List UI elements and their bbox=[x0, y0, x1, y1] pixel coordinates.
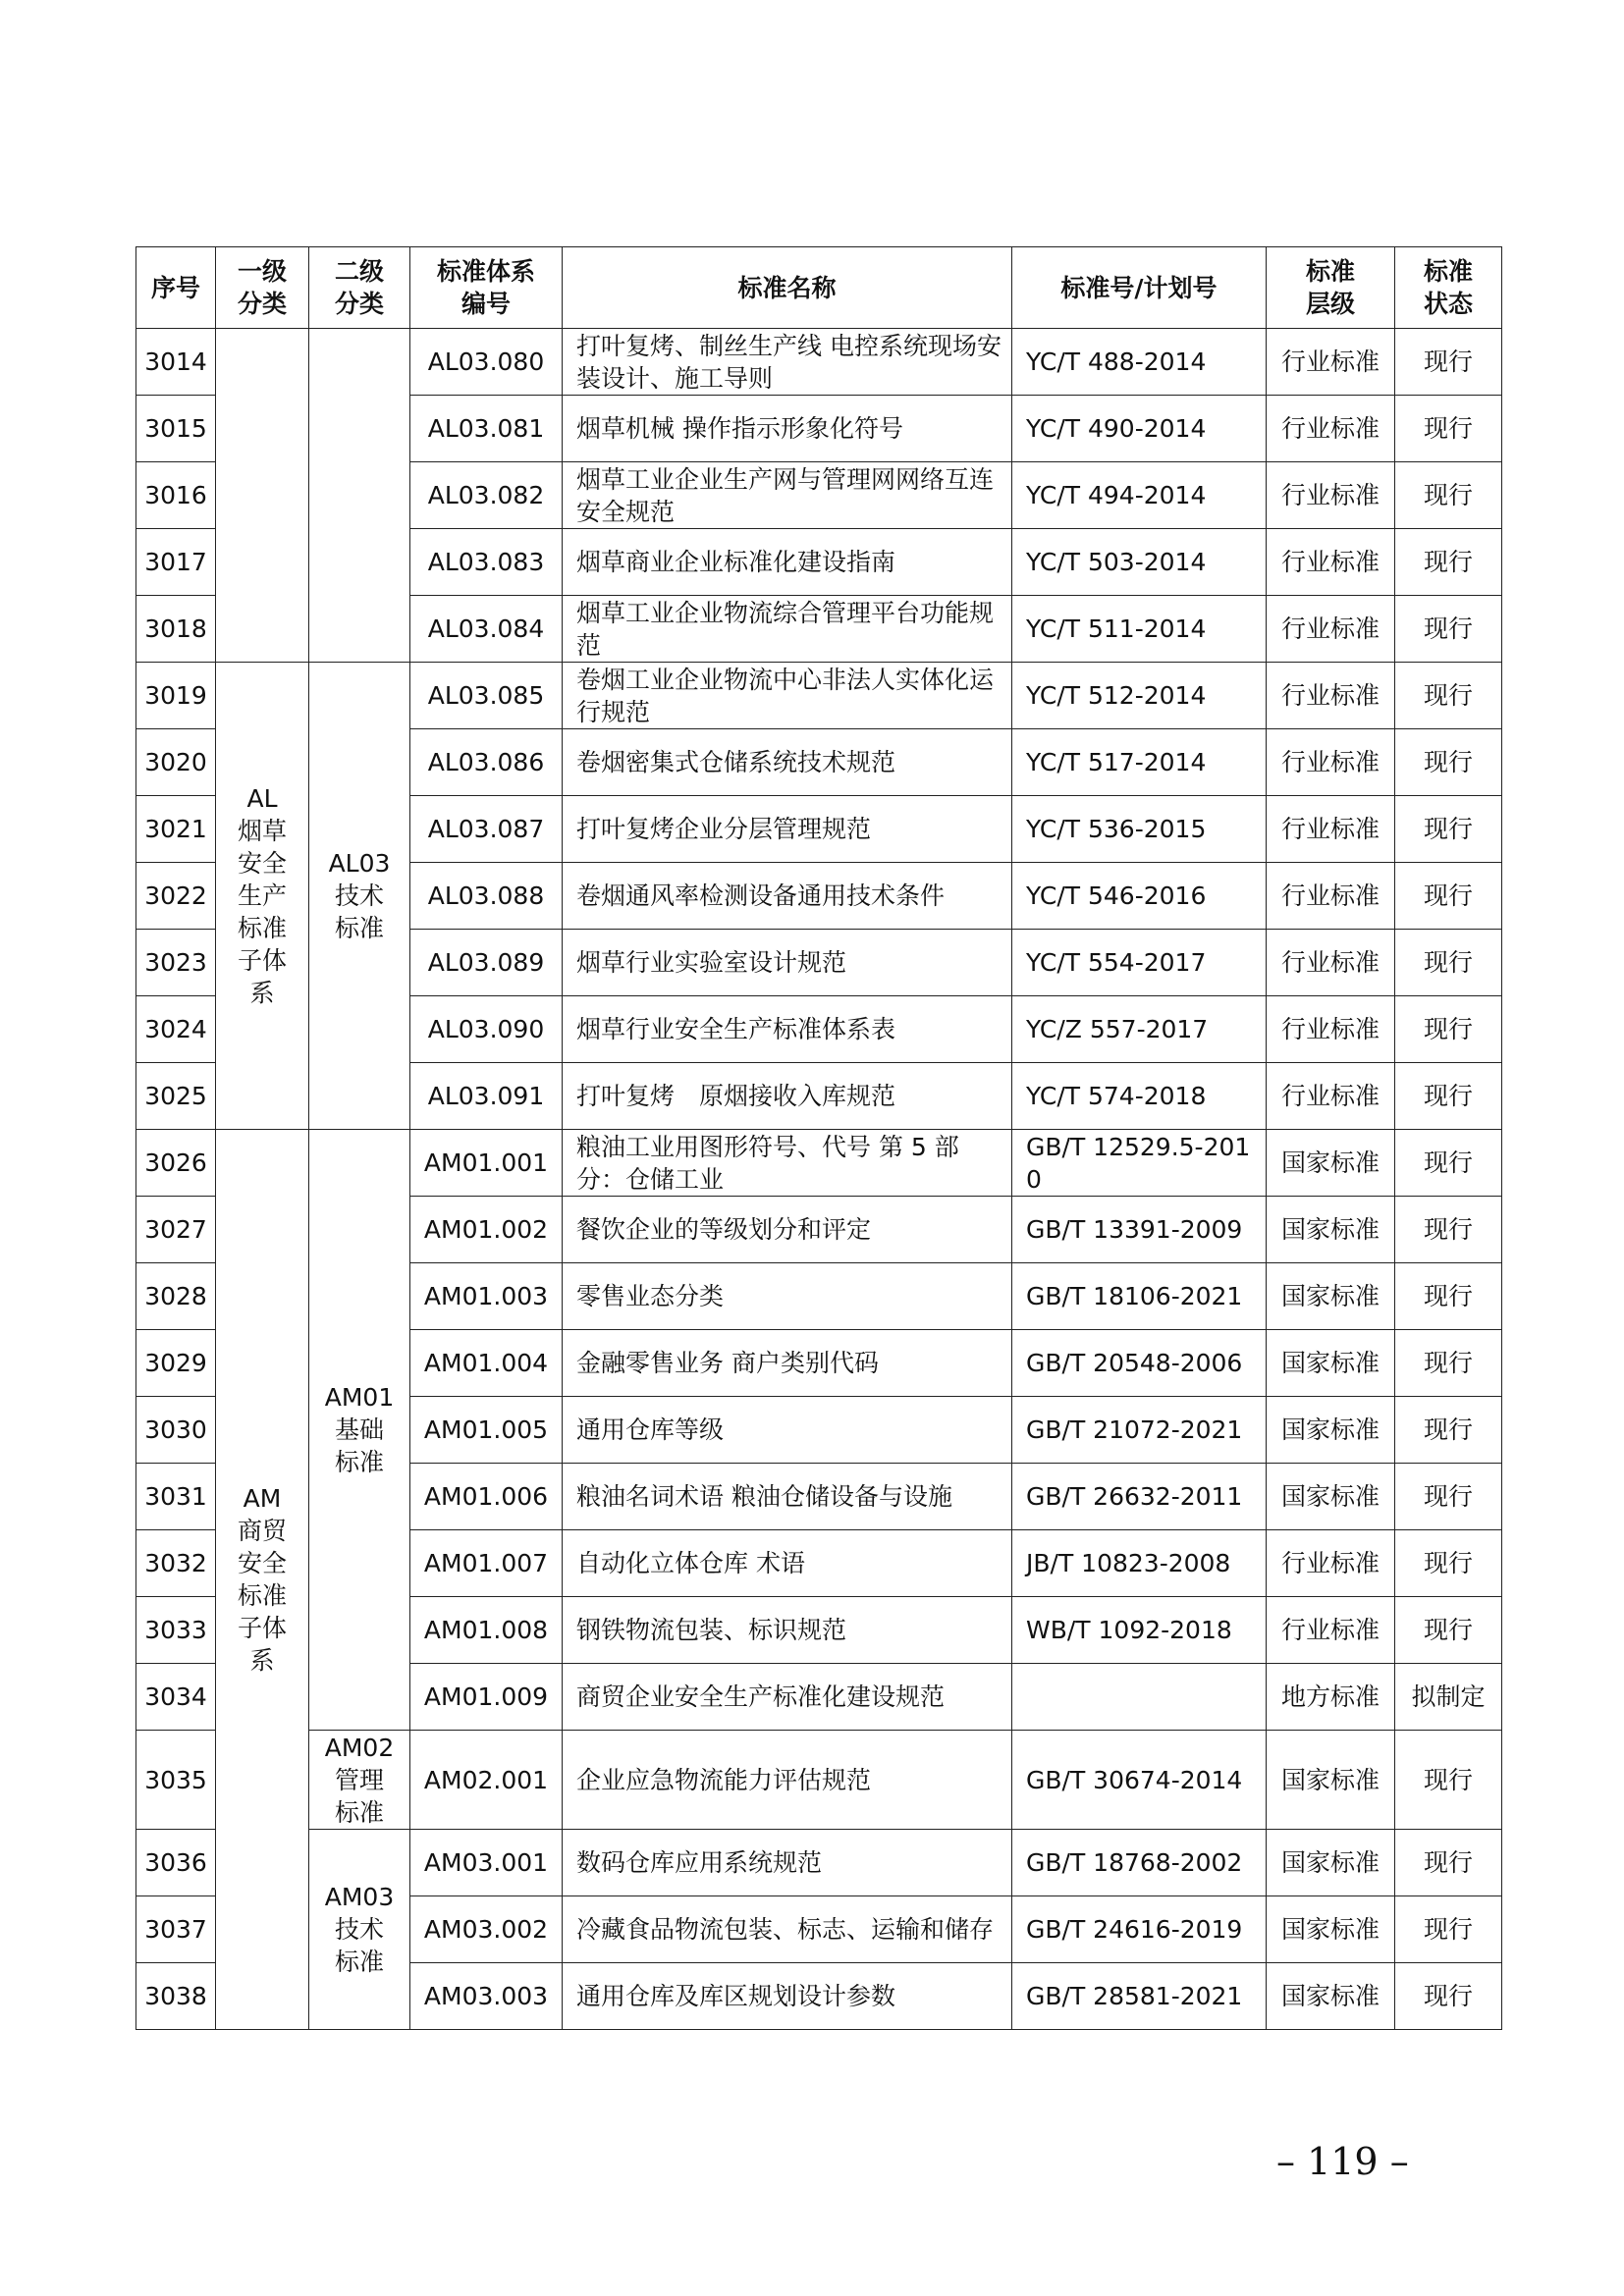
level2-am02: AM02 管理 标准 bbox=[309, 1731, 410, 1830]
cell-sysno: AL03.088 bbox=[410, 863, 563, 930]
cell-tier: 行业标准 bbox=[1267, 663, 1395, 729]
cell-seq: 3024 bbox=[136, 996, 216, 1063]
cell-stdno: GB/T 20548-2006 bbox=[1012, 1330, 1267, 1397]
cell-stdno: YC/T 503-2014 bbox=[1012, 529, 1267, 596]
cell-stdno bbox=[1012, 1664, 1267, 1731]
cell-name: 烟草行业安全生产标准体系表 bbox=[563, 996, 1012, 1063]
level2-empty bbox=[309, 329, 410, 663]
cell-status: 现行 bbox=[1395, 663, 1502, 729]
header-level2: 二级 分类 bbox=[309, 247, 410, 329]
cell-name: 餐饮企业的等级划分和评定 bbox=[563, 1197, 1012, 1263]
cell-seq: 3038 bbox=[136, 1963, 216, 2030]
cell-seq: 3030 bbox=[136, 1397, 216, 1464]
cell-tier: 国家标准 bbox=[1267, 1130, 1395, 1197]
cell-tier: 国家标准 bbox=[1267, 1963, 1395, 2030]
cell-sysno: AM02.001 bbox=[410, 1731, 563, 1830]
table-body bbox=[136, 329, 1502, 2030]
cell-seq: 3036 bbox=[136, 1830, 216, 1896]
cell-tier: 行业标准 bbox=[1267, 396, 1395, 462]
cell-tier: 行业标准 bbox=[1267, 863, 1395, 930]
cell-name: 钢铁物流包装、标识规范 bbox=[563, 1597, 1012, 1664]
cell-status: 现行 bbox=[1395, 1731, 1502, 1830]
cell-sysno: AL03.091 bbox=[410, 1063, 563, 1130]
header-status: 标准 状态 bbox=[1395, 247, 1502, 329]
cell-seq: 3028 bbox=[136, 1263, 216, 1330]
cell-status: 现行 bbox=[1395, 930, 1502, 996]
cell-seq: 3032 bbox=[136, 1530, 216, 1597]
cell-name: 烟草工业企业生产网与管理网网络互连安全规范 bbox=[563, 462, 1012, 529]
header-tier: 标准 层级 bbox=[1267, 247, 1395, 329]
cell-seq: 3031 bbox=[136, 1464, 216, 1530]
table-row bbox=[136, 329, 1502, 396]
cell-sysno: AL03.083 bbox=[410, 529, 563, 596]
cell-stdno: YC/T 517-2014 bbox=[1012, 729, 1267, 796]
cell-seq: 3034 bbox=[136, 1664, 216, 1731]
cell-sysno: AL03.081 bbox=[410, 396, 563, 462]
cell-tier: 行业标准 bbox=[1267, 930, 1395, 996]
standards-table bbox=[135, 246, 1502, 2030]
cell-tier: 国家标准 bbox=[1267, 1397, 1395, 1464]
cell-stdno: YC/Z 557-2017 bbox=[1012, 996, 1267, 1063]
cell-sysno: AL03.086 bbox=[410, 729, 563, 796]
cell-stdno: JB/T 10823-2008 bbox=[1012, 1530, 1267, 1597]
cell-tier: 行业标准 bbox=[1267, 1063, 1395, 1130]
cell-status: 现行 bbox=[1395, 1263, 1502, 1330]
cell-name: 粮油工业用图形符号、代号 第 5 部分：仓储工业 bbox=[563, 1130, 1012, 1197]
cell-name: 金融零售业务 商户类别代码 bbox=[563, 1330, 1012, 1397]
cell-sysno: AM01.004 bbox=[410, 1330, 563, 1397]
level2-am03: AM03 技术 标准 bbox=[309, 1830, 410, 2030]
cell-stdno: YC/T 511-2014 bbox=[1012, 596, 1267, 663]
cell-tier: 国家标准 bbox=[1267, 1896, 1395, 1963]
cell-sysno: AM01.005 bbox=[410, 1397, 563, 1464]
cell-sysno: AL03.090 bbox=[410, 996, 563, 1063]
cell-name: 烟草机械 操作指示形象化符号 bbox=[563, 396, 1012, 462]
cell-tier: 国家标准 bbox=[1267, 1731, 1395, 1830]
cell-seq: 3025 bbox=[136, 1063, 216, 1130]
cell-tier: 行业标准 bbox=[1267, 729, 1395, 796]
cell-sysno: AM01.007 bbox=[410, 1530, 563, 1597]
cell-stdno: YC/T 512-2014 bbox=[1012, 663, 1267, 729]
cell-status: 现行 bbox=[1395, 1130, 1502, 1197]
cell-status: 现行 bbox=[1395, 1330, 1502, 1397]
cell-seq: 3023 bbox=[136, 930, 216, 996]
cell-tier: 行业标准 bbox=[1267, 596, 1395, 663]
cell-stdno: GB/T 12529.5-2010 bbox=[1012, 1130, 1267, 1197]
cell-name: 商贸企业安全生产标准化建设规范 bbox=[563, 1664, 1012, 1731]
cell-seq: 3035 bbox=[136, 1731, 216, 1830]
cell-name: 通用仓库及库区规划设计参数 bbox=[563, 1963, 1012, 2030]
page-number: – 119 – bbox=[1276, 2140, 1409, 2183]
cell-tier: 国家标准 bbox=[1267, 1197, 1395, 1263]
cell-seq: 3015 bbox=[136, 396, 216, 462]
level1-al: AL 烟草 安全 生产 标准 子体 系 bbox=[216, 663, 309, 1130]
cell-status: 现行 bbox=[1395, 1896, 1502, 1963]
cell-stdno: GB/T 13391-2009 bbox=[1012, 1197, 1267, 1263]
cell-seq: 3018 bbox=[136, 596, 216, 663]
table-row bbox=[136, 663, 1502, 729]
cell-tier: 行业标准 bbox=[1267, 1530, 1395, 1597]
header-level1: 一级 分类 bbox=[216, 247, 309, 329]
cell-sysno: AL03.084 bbox=[410, 596, 563, 663]
cell-seq: 3037 bbox=[136, 1896, 216, 1963]
cell-seq: 3022 bbox=[136, 863, 216, 930]
cell-seq: 3014 bbox=[136, 329, 216, 396]
cell-sysno: AM01.008 bbox=[410, 1597, 563, 1664]
header-seq: 序号 bbox=[136, 247, 216, 329]
cell-tier: 国家标准 bbox=[1267, 1464, 1395, 1530]
cell-seq: 3017 bbox=[136, 529, 216, 596]
cell-status: 现行 bbox=[1395, 596, 1502, 663]
cell-status: 现行 bbox=[1395, 1597, 1502, 1664]
cell-stdno: GB/T 18768-2002 bbox=[1012, 1830, 1267, 1896]
cell-sysno: AM01.003 bbox=[410, 1263, 563, 1330]
cell-status: 现行 bbox=[1395, 729, 1502, 796]
header-sysno: 标准体系 编号 bbox=[410, 247, 563, 329]
table-row bbox=[136, 1731, 1502, 1830]
level1-empty bbox=[216, 329, 309, 663]
cell-name: 通用仓库等级 bbox=[563, 1397, 1012, 1464]
cell-tier: 国家标准 bbox=[1267, 1263, 1395, 1330]
cell-name: 自动化立体仓库 术语 bbox=[563, 1530, 1012, 1597]
cell-seq: 3016 bbox=[136, 462, 216, 529]
table-row bbox=[136, 1830, 1502, 1896]
cell-status: 现行 bbox=[1395, 1397, 1502, 1464]
cell-status: 现行 bbox=[1395, 1197, 1502, 1263]
cell-tier: 行业标准 bbox=[1267, 462, 1395, 529]
cell-seq: 3019 bbox=[136, 663, 216, 729]
cell-sysno: AM03.001 bbox=[410, 1830, 563, 1896]
cell-sysno: AM03.002 bbox=[410, 1896, 563, 1963]
cell-name: 打叶复烤企业分层管理规范 bbox=[563, 796, 1012, 863]
cell-sysno: AL03.082 bbox=[410, 462, 563, 529]
header-stdno: 标准号/计划号 bbox=[1012, 247, 1267, 329]
cell-stdno: GB/T 28581-2021 bbox=[1012, 1963, 1267, 2030]
cell-stdno: YC/T 488-2014 bbox=[1012, 329, 1267, 396]
cell-status: 现行 bbox=[1395, 1464, 1502, 1530]
cell-stdno: GB/T 30674-2014 bbox=[1012, 1731, 1267, 1830]
cell-status: 现行 bbox=[1395, 1063, 1502, 1130]
cell-seq: 3027 bbox=[136, 1197, 216, 1263]
cell-status: 现行 bbox=[1395, 529, 1502, 596]
cell-tier: 行业标准 bbox=[1267, 329, 1395, 396]
cell-sysno: AL03.080 bbox=[410, 329, 563, 396]
cell-tier: 地方标准 bbox=[1267, 1664, 1395, 1731]
header-row bbox=[136, 247, 1502, 329]
cell-name: 打叶复烤、制丝生产线 电控系统现场安装设计、施工导则 bbox=[563, 329, 1012, 396]
cell-stdno: GB/T 21072-2021 bbox=[1012, 1397, 1267, 1464]
cell-stdno: YC/T 490-2014 bbox=[1012, 396, 1267, 462]
cell-status: 现行 bbox=[1395, 1963, 1502, 2030]
cell-name: 数码仓库应用系统规范 bbox=[563, 1830, 1012, 1896]
cell-name: 卷烟密集式仓储系统技术规范 bbox=[563, 729, 1012, 796]
cell-status: 现行 bbox=[1395, 996, 1502, 1063]
cell-stdno: YC/T 546-2016 bbox=[1012, 863, 1267, 930]
cell-status: 现行 bbox=[1395, 1830, 1502, 1896]
cell-status: 现行 bbox=[1395, 796, 1502, 863]
cell-seq: 3026 bbox=[136, 1130, 216, 1197]
cell-sysno: AL03.089 bbox=[410, 930, 563, 996]
cell-seq: 3021 bbox=[136, 796, 216, 863]
cell-stdno: YC/T 574-2018 bbox=[1012, 1063, 1267, 1130]
cell-tier: 行业标准 bbox=[1267, 1597, 1395, 1664]
cell-tier: 行业标准 bbox=[1267, 529, 1395, 596]
level2-al03: AL03 技术 标准 bbox=[309, 663, 410, 1130]
cell-status: 现行 bbox=[1395, 1530, 1502, 1597]
level2-am01: AM01 基础 标准 bbox=[309, 1130, 410, 1731]
cell-status: 现行 bbox=[1395, 462, 1502, 529]
cell-sysno: AL03.085 bbox=[410, 663, 563, 729]
cell-status: 现行 bbox=[1395, 863, 1502, 930]
cell-name: 企业应急物流能力评估规范 bbox=[563, 1731, 1012, 1830]
cell-stdno: GB/T 18106-2021 bbox=[1012, 1263, 1267, 1330]
cell-stdno: GB/T 24616-2019 bbox=[1012, 1896, 1267, 1963]
cell-status: 现行 bbox=[1395, 396, 1502, 462]
cell-stdno: WB/T 1092-2018 bbox=[1012, 1597, 1267, 1664]
table-row bbox=[136, 1130, 1502, 1197]
cell-name: 烟草商业企业标准化建设指南 bbox=[563, 529, 1012, 596]
cell-tier: 行业标准 bbox=[1267, 796, 1395, 863]
cell-sysno: AM01.001 bbox=[410, 1130, 563, 1197]
cell-tier: 国家标准 bbox=[1267, 1830, 1395, 1896]
cell-stdno: YC/T 494-2014 bbox=[1012, 462, 1267, 529]
level1-am: AM 商贸 安全 标准 子体 系 bbox=[216, 1130, 309, 2030]
cell-stdno: GB/T 26632-2011 bbox=[1012, 1464, 1267, 1530]
cell-status: 现行 bbox=[1395, 329, 1502, 396]
cell-stdno: YC/T 554-2017 bbox=[1012, 930, 1267, 996]
cell-name: 零售业态分类 bbox=[563, 1263, 1012, 1330]
cell-name: 卷烟通风率检测设备通用技术条件 bbox=[563, 863, 1012, 930]
cell-name: 冷藏食品物流包装、标志、运输和储存 bbox=[563, 1896, 1012, 1963]
cell-sysno: AM01.009 bbox=[410, 1664, 563, 1731]
cell-name: 粮油名词术语 粮油仓储设备与设施 bbox=[563, 1464, 1012, 1530]
header-name: 标准名称 bbox=[563, 247, 1012, 329]
cell-name: 打叶复烤 原烟接收入库规范 bbox=[563, 1063, 1012, 1130]
cell-name: 烟草行业实验室设计规范 bbox=[563, 930, 1012, 996]
cell-sysno: AL03.087 bbox=[410, 796, 563, 863]
cell-sysno: AM01.006 bbox=[410, 1464, 563, 1530]
cell-name: 烟草工业企业物流综合管理平台功能规范 bbox=[563, 596, 1012, 663]
cell-name: 卷烟工业企业物流中心非法人实体化运行规范 bbox=[563, 663, 1012, 729]
cell-stdno: YC/T 536-2015 bbox=[1012, 796, 1267, 863]
cell-seq: 3033 bbox=[136, 1597, 216, 1664]
cell-status: 拟制定 bbox=[1395, 1664, 1502, 1731]
cell-sysno: AM01.002 bbox=[410, 1197, 563, 1263]
cell-tier: 行业标准 bbox=[1267, 996, 1395, 1063]
cell-sysno: AM03.003 bbox=[410, 1963, 563, 2030]
cell-tier: 国家标准 bbox=[1267, 1330, 1395, 1397]
cell-seq: 3029 bbox=[136, 1330, 216, 1397]
cell-seq: 3020 bbox=[136, 729, 216, 796]
